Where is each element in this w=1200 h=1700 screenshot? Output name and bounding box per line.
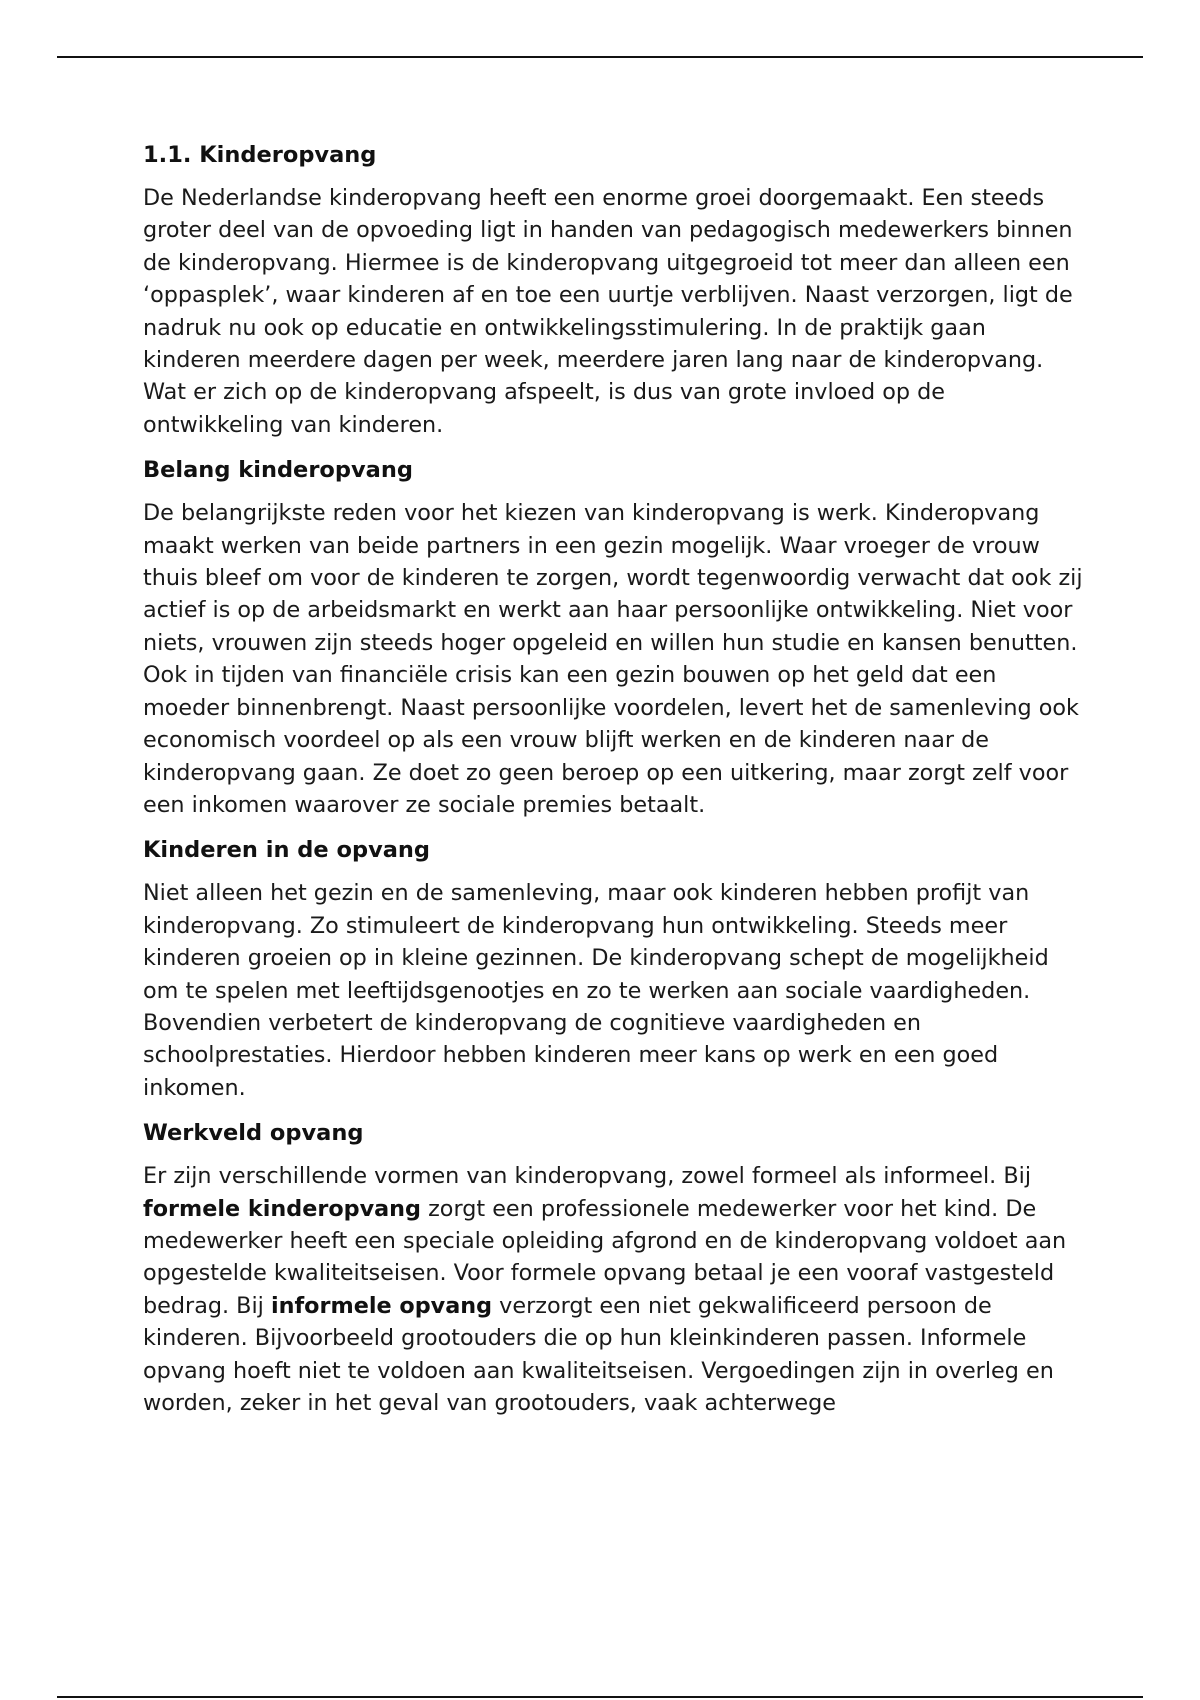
paragraph-kinderen: Niet alleen het gezin en de samenleving, maar ook kinderen hebben profijt van kinderopvang. Zo stimuleert de kinderopvang hun ontwikkeling. Steeds meer kinderen groeien op in kleine gezinnen. De kinderopvang schept de mogelijkheid om te spelen met leeftijdsgenootjes en zo te werken aan sociale vaardigheden. Bovendien verbetert de kinderopvang de cognitieve vaardigheden en schoolprestaties. Hierdoor hebben kinderen meer kans op werk en een goed inkomen. xyxy=(143,880,1049,1101)
section-heading-kinderen: Kinderen in de opvang xyxy=(143,837,431,864)
bold-term-informele-opvang: informele opvang xyxy=(270,1292,493,1319)
paragraph-werkveld xyxy=(143,1160,1083,1419)
text-segment: verzorgt een niet gekwalificeerd persoon de kinderen. Bijvoorbeeld grootouders die op hun kleinkinderen passen. Informele opvang hoeft niet te voldoen aan kwaliteitseisen. Vergoedingen zijn in overleg en worden, zeker in het geval van grootouders, vaak achterwege xyxy=(143,1292,1054,1416)
paragraph-belang: De belangrijkste reden voor het kiezen van kinderopvang is werk. Kinderopvang maakt werken van beide partners in een gezin mogelijk. Waar vroeger de vrouw thuis bleef om voor de kinderen te zorgen, wordt tegenwoordig verwacht dat ook zij actief is op de arbeidsmarkt en werkt aan haar persoonlijke ontwikkeling. Niet voor niets, vrouwen zijn steeds hoger opgeleid en willen hun studie en kansen benutten. Ook in tijden van financiële crisis kan een gezin bouwen op het geld dat een moeder binnenbrengt. Naast persoonlijke voordelen, levert het de samenleving ook economisch voordeel op als een vrouw blijft werken en de kinderen naar de kinderopvang gaan. Ze doet zo geen beroep op een uitkering, maar zorgt zelf voor een inkomen waarover ze sociale premies betaalt. xyxy=(143,500,1083,818)
section-heading-belang: Belang kinderopvang xyxy=(143,457,413,484)
bold-term-formele-kinderopvang: formele kinderopvang xyxy=(143,1195,422,1222)
page-content xyxy=(143,138,1083,1431)
section-heading-werkveld: Werkveld opvang xyxy=(143,1120,364,1147)
footer-rule xyxy=(57,1696,1143,1698)
header-rule xyxy=(57,56,1143,58)
text-segment: Er zijn verschillende vormen van kinderopvang, zowel formeel als informeel. Bij xyxy=(143,1163,1032,1190)
section-heading-kinderopvang: 1.1. Kinderopvang xyxy=(143,142,377,168)
paragraph-kinderopvang: De Nederlandse kinderopvang heeft een enorme groei doorgemaakt. Een steeds groter deel van de opvoeding ligt in handen van pedagogisch medewerkers binnen de kinderopvang. Hiermee is de kinderopvang uitgegroeid tot meer dan alleen een ‘oppasplek’, waar kinderen af en toe een uurtje verblijven. Naast verzorgen, ligt de nadruk nu ook op educatie en ontwikkelingsstimulering. In de praktijk gaan kinderen meerdere dagen per week, meerdere jaren lang naar de kinderopvang. Wat er zich op de kinderopvang afspeelt, is dus van grote invloed op de ontwikkeling van kinderen. xyxy=(143,185,1073,438)
text-segment: zorgt een professionele medewerker voor het kind. De medewerker heeft een speciale opleiding afgrond en de kinderopvang voldoet aan opgestelde kwaliteitseisen. Voor formele opvang betaal je een vooraf vastgesteld bedrag. Bij xyxy=(143,1195,1067,1319)
